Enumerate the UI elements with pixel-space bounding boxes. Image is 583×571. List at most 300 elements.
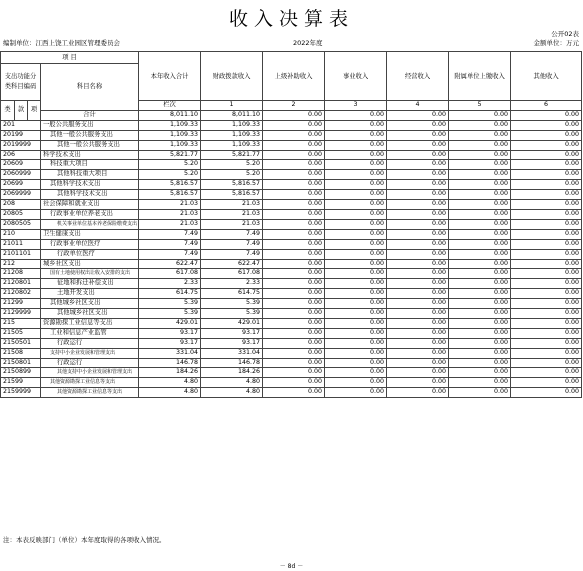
amount-cell: 0.00 (511, 190, 582, 200)
amount-cell: 0.00 (449, 348, 511, 358)
amount-cell: 0.00 (449, 249, 511, 259)
amount-cell: 0.00 (325, 180, 387, 190)
amount-cell: 331.04 (139, 348, 201, 358)
page-number: － 8d － (279, 563, 304, 570)
col-no-1: 1 (201, 101, 263, 111)
amount-cell: 0.00 (387, 309, 449, 319)
subject-code: 21208 (1, 269, 41, 279)
subject-code: 2120802 (1, 289, 41, 299)
amount-cell: 0.00 (263, 338, 325, 348)
subject-name: 行政事业单位医疗 (41, 239, 139, 249)
amount-cell: 0.00 (325, 209, 387, 219)
table-row (1, 338, 582, 348)
amount-cell: 0.00 (263, 249, 325, 259)
amount-cell: 1,109.33 (139, 140, 201, 150)
header-item: 项 目 (1, 52, 139, 64)
amount-cell: 0.00 (387, 229, 449, 239)
amount-cell: 21.03 (201, 200, 263, 210)
amount-cell: 429.01 (201, 318, 263, 328)
subject-code: 2150501 (1, 338, 41, 348)
amount-cell: 7.49 (201, 239, 263, 249)
amount-cell: 0.00 (387, 160, 449, 170)
amount-cell: 5.20 (201, 160, 263, 170)
subject-code: 21505 (1, 328, 41, 338)
total-cell: 0.00 (263, 110, 325, 120)
table-row (1, 318, 582, 328)
amount-cell: 0.00 (263, 219, 325, 229)
amount-cell: 21.03 (139, 209, 201, 219)
amount-cell: 0.00 (449, 200, 511, 210)
amount-cell: 0.00 (263, 150, 325, 160)
amount-cell: 0.00 (449, 299, 511, 309)
amount-cell: 0.00 (263, 209, 325, 219)
total-cell: 8,011.10 (201, 110, 263, 120)
total-label: 合计 (41, 110, 139, 120)
amount-cell: 0.00 (449, 229, 511, 239)
amount-cell: 0.00 (263, 269, 325, 279)
amount-cell: 0.00 (511, 289, 582, 299)
subject-name: 其他支持中小企业发展和管理支出 (41, 368, 139, 378)
subject-code: 2069999 (1, 190, 41, 200)
table-row (1, 388, 582, 398)
amount-cell: 0.00 (511, 229, 582, 239)
subject-name: 国有土地使用权出让收入安排的支出 (41, 269, 139, 279)
amount-cell: 0.00 (263, 299, 325, 309)
amount-cell: 5.20 (139, 170, 201, 180)
subject-code: 201 (1, 120, 41, 130)
report-title: 收入决算表 (228, 8, 354, 30)
header-func-code: 支出功能分类科目编码 (1, 64, 41, 101)
amount-cell: 0.00 (511, 239, 582, 249)
total-cell: 8,011.10 (139, 110, 201, 120)
subject-name: 行政运行 (41, 338, 139, 348)
amount-cell: 4.80 (139, 378, 201, 388)
amount-cell: 0.00 (511, 120, 582, 130)
amount-cell: 0.00 (325, 150, 387, 160)
amount-cell: 0.00 (449, 120, 511, 130)
amount-cell: 0.00 (387, 249, 449, 259)
header-kuan: 款 (15, 101, 28, 121)
subject-name: 行政运行 (41, 358, 139, 368)
amount-cell: 0.00 (511, 150, 582, 160)
total-cell: 0.00 (511, 110, 582, 120)
col-no-5: 5 (449, 101, 511, 111)
amount-cell: 0.00 (511, 299, 582, 309)
amount-cell: 0.00 (325, 130, 387, 140)
subject-code: 2120801 (1, 279, 41, 289)
table-row (1, 249, 582, 259)
amount-cell: 0.00 (387, 190, 449, 200)
money-unit: 金额单位：万元 (533, 39, 579, 47)
subject-code: 2060999 (1, 170, 41, 180)
amount-cell: 0.00 (449, 259, 511, 269)
amount-cell: 1,109.33 (201, 140, 263, 150)
amount-cell: 0.00 (387, 299, 449, 309)
subject-name: 土地开发支出 (41, 289, 139, 299)
amount-cell: 0.00 (511, 219, 582, 229)
amount-cell: 0.00 (387, 269, 449, 279)
amount-cell: 0.00 (449, 170, 511, 180)
amount-cell: 0.00 (325, 289, 387, 299)
subject-code: 2150899 (1, 368, 41, 378)
amount-cell: 0.00 (511, 130, 582, 140)
col-no-2: 2 (263, 101, 325, 111)
subject-code: 20699 (1, 180, 41, 190)
report-year: 2022年度 (293, 39, 323, 47)
amount-cell: 21.03 (139, 200, 201, 210)
amount-cell: 0.00 (387, 150, 449, 160)
amount-cell: 0.00 (263, 130, 325, 140)
amount-cell: 0.00 (387, 170, 449, 180)
amount-cell: 0.00 (325, 388, 387, 398)
amount-cell: 0.00 (511, 180, 582, 190)
amount-cell: 331.04 (201, 348, 263, 358)
subject-code: 2159999 (1, 388, 41, 398)
amount-cell: 93.17 (201, 328, 263, 338)
subject-name: 其他一般公共服务支出 (41, 140, 139, 150)
amount-cell: 7.49 (201, 229, 263, 239)
col-header-3: 上级补助收入 (263, 52, 325, 101)
amount-cell: 146.78 (201, 358, 263, 368)
amount-cell: 0.00 (449, 269, 511, 279)
table-row (1, 279, 582, 289)
amount-cell: 617.08 (201, 269, 263, 279)
table-row (1, 180, 582, 190)
table-row (1, 140, 582, 150)
subject-name: 支持中小企业发展和管理支出 (41, 348, 139, 358)
amount-cell: 0.00 (449, 358, 511, 368)
table-row (1, 328, 582, 338)
table-row (1, 239, 582, 249)
col-no-3: 3 (325, 101, 387, 111)
amount-cell: 21.03 (201, 209, 263, 219)
table-note: 注：本表反映部门（单位）本年度取得的各项收入情况。 (3, 536, 166, 544)
subject-code: 21508 (1, 348, 41, 358)
amount-cell: 0.00 (263, 378, 325, 388)
total-row (1, 110, 582, 120)
table-row (1, 259, 582, 269)
table-row (1, 299, 582, 309)
amount-cell: 0.00 (387, 368, 449, 378)
table-body (1, 52, 582, 398)
subject-code: 206 (1, 150, 41, 160)
amount-cell: 0.00 (263, 200, 325, 210)
amount-cell: 0.00 (263, 368, 325, 378)
amount-cell: 0.00 (511, 378, 582, 388)
amount-cell: 0.00 (449, 190, 511, 200)
amount-cell: 0.00 (511, 318, 582, 328)
subject-name: 征地和拆迁补偿支出 (41, 279, 139, 289)
amount-cell: 622.47 (201, 259, 263, 269)
amount-cell: 0.00 (511, 309, 582, 319)
amount-cell: 0.00 (387, 279, 449, 289)
amount-cell: 0.00 (325, 140, 387, 150)
subject-code: 2101101 (1, 249, 41, 259)
table-row (1, 219, 582, 229)
amount-cell: 5,816.57 (201, 190, 263, 200)
amount-cell: 7.49 (139, 239, 201, 249)
subject-name: 其他资源勘探工业信息等支出 (41, 378, 139, 388)
amount-cell: 0.00 (263, 358, 325, 368)
amount-cell: 184.26 (201, 368, 263, 378)
subject-code: 21299 (1, 299, 41, 309)
subject-code: 212 (1, 259, 41, 269)
subject-name: 城乡社区支出 (41, 259, 139, 269)
subject-code: 2150801 (1, 358, 41, 368)
amount-cell: 0.00 (511, 388, 582, 398)
subject-code: 208 (1, 200, 41, 210)
amount-cell: 0.00 (263, 318, 325, 328)
amount-cell: 5.39 (139, 299, 201, 309)
amount-cell: 0.00 (263, 259, 325, 269)
amount-cell: 0.00 (263, 160, 325, 170)
amount-cell: 0.00 (387, 358, 449, 368)
subject-code: 2019999 (1, 140, 41, 150)
amount-cell: 0.00 (325, 170, 387, 180)
col-header-5: 经营收入 (387, 52, 449, 101)
amount-cell: 0.00 (449, 289, 511, 299)
amount-cell: 0.00 (387, 378, 449, 388)
subject-name: 行政事业单位养老支出 (41, 209, 139, 219)
amount-cell: 0.00 (449, 279, 511, 289)
col-header-6: 附属单位上缴收入 (449, 52, 511, 101)
amount-cell: 0.00 (449, 378, 511, 388)
amount-cell: 614.75 (139, 289, 201, 299)
header-subject-name: 科目名称 (41, 64, 139, 111)
amount-cell: 0.00 (511, 358, 582, 368)
amount-cell: 429.01 (139, 318, 201, 328)
col-header-1: 本年收入合计 (139, 52, 201, 101)
amount-cell: 0.00 (511, 338, 582, 348)
amount-cell: 184.26 (139, 368, 201, 378)
amount-cell: 5.39 (201, 309, 263, 319)
amount-cell: 5.39 (201, 299, 263, 309)
amount-cell: 0.00 (387, 348, 449, 358)
amount-cell: 0.00 (325, 318, 387, 328)
amount-cell: 0.00 (325, 358, 387, 368)
report-meta (3, 38, 579, 48)
table-row (1, 368, 582, 378)
amount-cell: 0.00 (449, 160, 511, 170)
table-row (1, 378, 582, 388)
amount-cell: 0.00 (263, 279, 325, 289)
subject-code: 2129999 (1, 309, 41, 319)
amount-cell: 1,109.33 (139, 130, 201, 140)
amount-cell: 0.00 (449, 318, 511, 328)
amount-cell: 0.00 (511, 140, 582, 150)
amount-cell: 0.00 (325, 309, 387, 319)
total-cell: 0.00 (325, 110, 387, 120)
amount-cell: 7.49 (201, 249, 263, 259)
amount-cell: 93.17 (201, 338, 263, 348)
amount-cell: 7.49 (139, 229, 201, 239)
table-row (1, 190, 582, 200)
subject-name: 其他城乡社区支出 (41, 309, 139, 319)
amount-cell: 0.00 (387, 388, 449, 398)
amount-cell: 2.33 (139, 279, 201, 289)
amount-cell: 0.00 (449, 338, 511, 348)
amount-cell: 1,109.33 (139, 120, 201, 130)
table-row (1, 130, 582, 140)
header-xiang: 项 (28, 101, 41, 121)
col-no-6: 6 (511, 101, 582, 111)
row-label: 栏次 (139, 101, 201, 111)
total-cell: 0.00 (449, 110, 511, 120)
amount-cell: 0.00 (325, 279, 387, 289)
amount-cell: 0.00 (325, 239, 387, 249)
amount-cell: 0.00 (325, 249, 387, 259)
table-row (1, 209, 582, 219)
amount-cell: 93.17 (139, 338, 201, 348)
table-row (1, 358, 582, 368)
amount-cell: 0.00 (387, 130, 449, 140)
amount-cell: 0.00 (263, 239, 325, 249)
amount-cell: 0.00 (263, 388, 325, 398)
subject-name: 卫生健康支出 (41, 229, 139, 239)
amount-cell: 0.00 (449, 328, 511, 338)
income-table (0, 51, 582, 398)
subject-name: 其他城乡社区支出 (41, 299, 139, 309)
amount-cell: 0.00 (263, 190, 325, 200)
amount-cell: 0.00 (449, 309, 511, 319)
table-row (1, 269, 582, 279)
amount-cell: 0.00 (263, 229, 325, 239)
amount-cell: 0.00 (511, 259, 582, 269)
table-row (1, 120, 582, 130)
amount-cell: 4.80 (201, 378, 263, 388)
table-row (1, 160, 582, 170)
header-row-item (1, 52, 582, 64)
col-header-7: 其他收入 (511, 52, 582, 101)
subject-code: 2080505 (1, 219, 41, 229)
amount-cell: 146.78 (139, 358, 201, 368)
amount-cell: 5,816.57 (201, 180, 263, 190)
amount-cell: 0.00 (449, 150, 511, 160)
amount-cell: 0.00 (387, 219, 449, 229)
amount-cell: 21.03 (201, 219, 263, 229)
amount-cell: 0.00 (325, 299, 387, 309)
amount-cell: 0.00 (387, 318, 449, 328)
amount-cell: 0.00 (263, 170, 325, 180)
subject-name: 其他资源勘探工业信息等支出 (41, 388, 139, 398)
amount-cell: 5,816.57 (139, 180, 201, 190)
amount-cell: 0.00 (387, 259, 449, 269)
amount-cell: 0.00 (449, 239, 511, 249)
amount-cell: 0.00 (325, 229, 387, 239)
subject-code: 20609 (1, 160, 41, 170)
amount-cell: 0.00 (387, 328, 449, 338)
amount-cell: 0.00 (263, 120, 325, 130)
amount-cell: 0.00 (387, 120, 449, 130)
amount-cell: 21.03 (139, 219, 201, 229)
amount-cell: 0.00 (511, 269, 582, 279)
amount-cell: 0.00 (325, 328, 387, 338)
amount-cell: 5,816.57 (139, 190, 201, 200)
amount-cell: 5.20 (201, 170, 263, 180)
amount-cell: 93.17 (139, 328, 201, 338)
subject-code: 21011 (1, 239, 41, 249)
amount-cell: 0.00 (511, 328, 582, 338)
amount-cell: 0.00 (387, 140, 449, 150)
amount-cell: 0.00 (325, 338, 387, 348)
subject-code: 210 (1, 229, 41, 239)
amount-cell: 0.00 (325, 160, 387, 170)
amount-cell: 0.00 (511, 279, 582, 289)
col-header-2: 财政拨款收入 (201, 52, 263, 101)
amount-cell: 0.00 (387, 239, 449, 249)
header-lei: 类 (1, 101, 15, 121)
subject-name: 一般公共服务支出 (41, 120, 139, 130)
amount-cell: 614.75 (201, 289, 263, 299)
amount-cell: 0.00 (263, 348, 325, 358)
amount-cell: 7.49 (139, 249, 201, 259)
amount-cell: 0.00 (325, 269, 387, 279)
amount-cell: 0.00 (511, 209, 582, 219)
subject-code: 215 (1, 318, 41, 328)
amount-cell: 0.00 (387, 338, 449, 348)
table-row (1, 289, 582, 299)
amount-cell: 1,109.33 (201, 120, 263, 130)
table-row (1, 150, 582, 160)
subject-name: 其他科学技术支出 (41, 190, 139, 200)
amount-cell: 0.00 (263, 309, 325, 319)
subject-code: 20199 (1, 130, 41, 140)
amount-cell: 0.00 (263, 140, 325, 150)
amount-cell: 0.00 (387, 180, 449, 190)
amount-cell: 0.00 (449, 219, 511, 229)
amount-cell: 0.00 (325, 348, 387, 358)
amount-cell: 0.00 (387, 289, 449, 299)
subject-name: 其他一般公共服务支出 (41, 130, 139, 140)
amount-cell: 5.39 (139, 309, 201, 319)
amount-cell: 0.00 (325, 200, 387, 210)
amount-cell: 4.80 (201, 388, 263, 398)
amount-cell: 0.00 (511, 348, 582, 358)
amount-cell: 0.00 (325, 368, 387, 378)
amount-cell: 0.00 (387, 209, 449, 219)
amount-cell: 0.00 (511, 200, 582, 210)
amount-cell: 0.00 (263, 180, 325, 190)
table-row (1, 229, 582, 239)
amount-cell: 0.00 (511, 368, 582, 378)
amount-cell: 0.00 (511, 160, 582, 170)
amount-cell: 622.47 (139, 259, 201, 269)
amount-cell: 0.00 (325, 219, 387, 229)
subject-name: 工业和信息产业监管 (41, 328, 139, 338)
amount-cell: 0.00 (263, 289, 325, 299)
subject-code: 20805 (1, 209, 41, 219)
table-row (1, 309, 582, 319)
subject-code: 21599 (1, 378, 41, 388)
subject-name: 社会保障和就业支出 (41, 200, 139, 210)
amount-cell: 617.08 (139, 269, 201, 279)
col-no-4: 4 (387, 101, 449, 111)
amount-cell: 5,821.77 (139, 150, 201, 160)
amount-cell: 0.00 (325, 378, 387, 388)
subject-name: 其他科学技术支出 (41, 180, 139, 190)
amount-cell: 0.00 (511, 170, 582, 180)
amount-cell: 0.00 (325, 190, 387, 200)
amount-cell: 0.00 (449, 180, 511, 190)
amount-cell: 0.00 (325, 259, 387, 269)
amount-cell: 0.00 (449, 130, 511, 140)
col-header-4: 事业收入 (325, 52, 387, 101)
amount-cell: 0.00 (449, 209, 511, 219)
compiling-unit: 编制单位：江西上饶工业园区管理委员会 (3, 39, 120, 47)
subject-name: 机关事业单位基本养老保险缴费支出 (41, 219, 139, 229)
subject-name: 科技重大项目 (41, 160, 139, 170)
table-row (1, 200, 582, 210)
